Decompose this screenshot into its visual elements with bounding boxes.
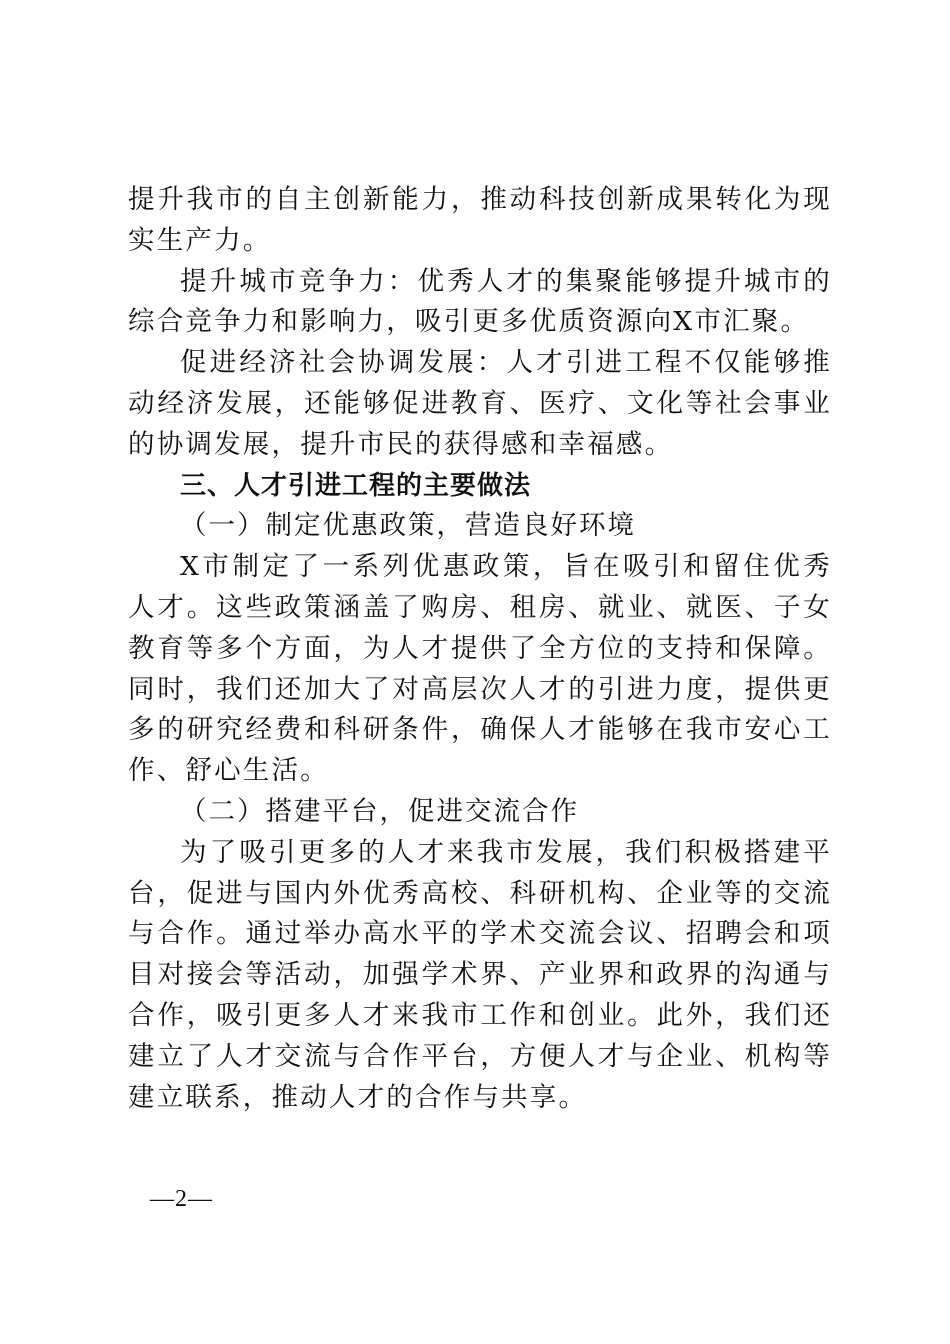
paragraph-continuation: 提升我市的自主创新能力，推动科技创新成果转化为现实生产力。 bbox=[128, 184, 832, 256]
subsection-heading-2: （二）搭建平台，促进交流合作 bbox=[180, 795, 579, 827]
document-body bbox=[128, 180, 832, 1118]
section-heading: 三、人才引进工程的主要做法 bbox=[180, 470, 532, 501]
paragraph-platforms: 为了吸引更多的人才来我市发展，我们积极搭建平台，促进与国内外优秀高校、科研机构、企业等的交流与合作。通过举办高水平的学术交流会议、招聘会和项目对接会等活动，加强学术界、产业界和政界的沟通与合作，吸引更多人才来我市工作和创业。此外，我们还建立了人才交流与合作平台，方便人才与企业、机构等建立联系，推动人才的合作与共享。 bbox=[128, 836, 832, 1113]
page-number: —2— bbox=[150, 1186, 213, 1212]
paragraph-city-competitiveness: 提升城市竞争力：优秀人才的集聚能够提升城市的综合竞争力和影响力，吸引更多优质资源向X市汇聚。 bbox=[128, 265, 832, 338]
paragraph-policies: X市制定了一系列优惠政策，旨在吸引和留住优秀人才。这些政策涵盖了购房、租房、就业、就医、子女教育等多个方面，为人才提供了全方位的支持和保障。同时，我们还加大了对高层次人才的引进力度，提供更多的研究经费和科研条件，确保人才能够在我市安心工作、舒心生活。 bbox=[128, 551, 832, 787]
paragraph-coordinated-development: 促进经济社会协调发展：人才引进工程不仅能够推动经济发展，还能够促进教育、医疗、文化等社会事业的协调发展，提升市民的获得感和幸福感。 bbox=[128, 347, 832, 460]
subsection-heading-1: （一）制定优惠政策，营造良好环境 bbox=[180, 510, 636, 542]
